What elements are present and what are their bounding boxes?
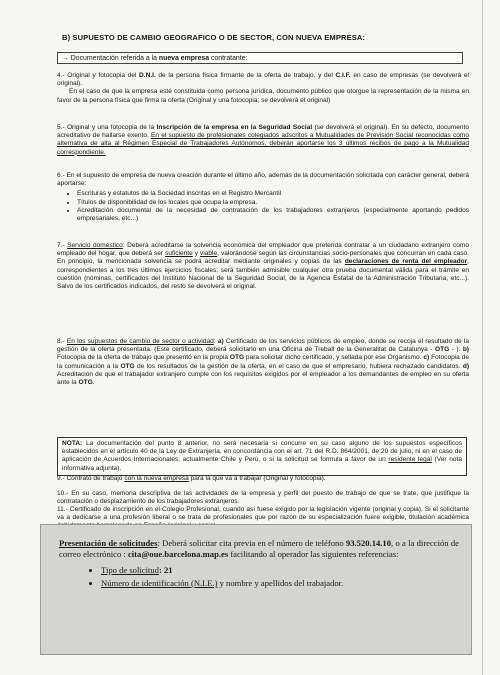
section-title: B) SUPUESTO DE CAMBIO GEOGRAFICO O DE SECTOR, CON NUEVA EMPRESA:: [62, 33, 366, 42]
item-4-legal-person: En el caso de que la empresa esté constituida como persona jurídica, documento público que otorgue la representación de la misma en favor de la persona física que firma la oferta (Original y una fotocopia; se devolverá el original): [57, 88, 469, 104]
presentation-heading: Presentación de solicitudes: [59, 538, 158, 548]
item-5-text-a: 5.- Original y una fotocopia de la: [57, 124, 157, 131]
list-item: • Acreditación documental de la necesidad de contratación de los trabajadores extranjeros (especialmente aportando pedidos empresariales, etc...): [77, 207, 469, 223]
item-8-number: 8.-: [57, 338, 67, 345]
item-10-text: 10.- En su caso, memoria descriptiva de las actividades de la empresa y perfil del puesto de trabajo de que se trate, que justifique la contratación o desplazamiento de los trabajadores extranjeros.: [57, 490, 469, 506]
item-8-heading: En los supuestos de cambio de sector o actividad: [66, 338, 214, 345]
item-7-suficiente: suficiente: [165, 250, 193, 258]
item-8-text-d: Fotocopia de la oferta de trabajo que presentó en la propia: [57, 354, 230, 362]
item-4-text-b: de la persona física firmante de la oferta de trabajo, y del: [155, 72, 336, 79]
item-9-text-a: 9.- Contrato de trabajo: [57, 475, 125, 482]
item-7-text-c: , valorándose según las circunstancias socio-personales que concurran en cada caso. En principio, la mencionada solvencia se podrá acreditar mediante originales y copias de las: [57, 250, 469, 266]
note-underlined: residente legal: [388, 456, 432, 464]
email-address: cita@oue.barcelona.map.es: [127, 548, 229, 559]
item-6-list: [57, 190, 469, 223]
item-4-text-c: en caso de empresas (se devolverá el original).: [57, 72, 469, 88]
item-8-text-e: para solicitar dicho certificado, y sellada por ese Organismo.: [244, 354, 424, 362]
reference-prefix: → Documentación referida a la: [62, 55, 159, 62]
item-8-otg: OTG: [120, 362, 135, 370]
list-item: • Títulos de disponibilidad de los locales que ocupa la empresa.: [77, 199, 469, 207]
presentation-content: [59, 538, 459, 590]
item-8-text-f: Fotocopia de la comunicación a la: [57, 354, 469, 370]
note-tail: (Ver nota informativa adjunta).: [62, 456, 462, 472]
reference-suffix: contratante:: [209, 55, 248, 62]
item-7-heading: Servicio doméstico: [67, 242, 123, 249]
item-5: [57, 124, 469, 157]
list-item-label: Número de identificación (N.I.E.): [101, 577, 218, 588]
item-4-dni: D.N.I.: [139, 72, 156, 79]
list-item: [101, 565, 459, 576]
item-8-text-b: Certificado de los servicios públicos de empleo, donde se recoja el resultado de la gestión de la oferta presentada. (Este certificado, deberá solicitarlo en una Oficina de Treball de la Generalitat de Catalunya -: [57, 338, 470, 354]
list-item-label: Tipo de solicitud: [101, 565, 159, 576]
item-8-otg: OTG: [78, 379, 93, 387]
presentation-text-a: : Deberá solicitar cita previa en el número de teléfono: [157, 538, 346, 548]
item-8-label-b: b): [462, 346, 469, 354]
list-item-value: : 21: [158, 565, 173, 576]
item-10: [57, 490, 469, 506]
item-8-otg: OTG: [434, 346, 450, 354]
page-edge-line: [482, 0, 483, 675]
item-8-label-c: c): [423, 354, 430, 362]
item-7-bold: declaraciones de renta del empleador: [344, 258, 468, 266]
item-11-text: 11.- Certificado de inscripción en el Colegio Profesional, cuando así fuese exigido por la legislación vigente (original y copia). Si el solicitante va a dedicarse a una profesión liberal o se trata de profesionales que por razón de su especialización fuere exigible, titulación académica: [57, 506, 469, 522]
item-6-intro: 6.- En el supuesto de empresa de nueva creación durante el último año, además de la documentación solicitada con carácter general, deberá aportarse:: [57, 172, 469, 188]
item-9-underlined: con la nueva empresa: [124, 475, 189, 482]
note-text: La documentación del punto 8 anterior, no será necesaria si concurre en su caso alguno de los supuestos específicos establecidos en el artículo 40 de la Ley de Extranjería, en concordancia con el art. 71 del R.D. 864/2001, de 20 de julio, ni en el caso de aplicación de Acuerdos Internacionales; actualmente Chile y Perú, o si la solicitud se formula a favor de un: [62, 440, 462, 464]
presentation-list: [59, 565, 459, 588]
item-8-text-i: .: [92, 379, 95, 387]
presentation-box: [40, 524, 472, 655]
note-label: NOTA:: [62, 440, 83, 447]
item-8-label-a: a): [217, 338, 224, 345]
item-4: [57, 72, 469, 105]
list-item: • Escrituras y estatutos de la Sociedad inscritas en el Registro Mercantil: [77, 190, 469, 198]
presentation-text-b: , o a la dirección de correo electrónico :: [59, 538, 459, 559]
item-8-text-g: de los resultados de la gestión de la oferta, en el caso de que el empresario, hubiera rechazado candidatos.: [134, 362, 463, 370]
item-5-text-b: (se devolverá el original). En su defecto, documento acreditativo de hallarse exento.: [57, 124, 469, 140]
item-7: [57, 242, 469, 291]
list-item-value: y nombre y apellidos del trabajador.: [217, 577, 344, 588]
item-9-text-b: para la que va a trabajar (Original y fotocopia).: [188, 475, 326, 482]
item-7-text-a: : Deberá acreditarse la solvencia económica del empleador que pretenda contratar a un ciudadano extranjero como empleado del hogar, que deberá ser: [57, 242, 469, 258]
presentation-text-c: facilitando al operador las siguientes referencias:: [228, 548, 399, 559]
item-5-underlined: En el supuesto de profesionales colegiados adscritos a Mutualidades de Previsión Social reconocidas como alternativa de alta al Régimen Especial de Trabajadores Autónomos, deberán aportarse los 3 últimos recibos de pago a la Mutualidad correspondiente.: [57, 132, 469, 156]
item-7-text-d: , correspondientes a los tres últimos ejercicios fiscales; será también admisible cualquier otra prueba documental válida para el trámite en cuestión (nóminas, certificados del Instituto Nacional de la Seguridad Social, de la Agencia Estatal de la Administración Tributaria, etc...). Salvo de los certificados indicados, del resto se devolverá el original.: [57, 258, 469, 291]
phone-number: 93.520.14.10: [345, 538, 392, 548]
list-item: [101, 578, 459, 589]
item-8-otg: OTG: [229, 354, 245, 362]
item-7-text-b: y: [192, 250, 201, 258]
item-9: [57, 475, 469, 483]
item-7-viable: viable: [200, 250, 218, 258]
item-7-number: 7.-: [57, 242, 68, 249]
item-5-bold: Inscripción de la empresa en la Seguridad Social: [156, 124, 313, 131]
item-8: [57, 338, 469, 387]
item-8-text-c: - ).: [449, 346, 463, 354]
item-8-label-d: d): [462, 362, 470, 370]
reference-box: [57, 52, 463, 64]
item-8-text-h: Acreditación de que el trabajador extranjero cumple con los requisitos exigidos por el empleador a los demandantes de empleo en su oferta ante la: [57, 370, 469, 387]
reference-bold: nueva empresa: [158, 55, 210, 62]
item-6: [57, 172, 469, 223]
note-box: [57, 437, 467, 476]
item-4-text-a: 4.- Original y fotocopia del: [57, 72, 140, 79]
item-4-cif: C.I.F.: [335, 72, 351, 79]
item-8-text-a: :: [213, 338, 218, 345]
